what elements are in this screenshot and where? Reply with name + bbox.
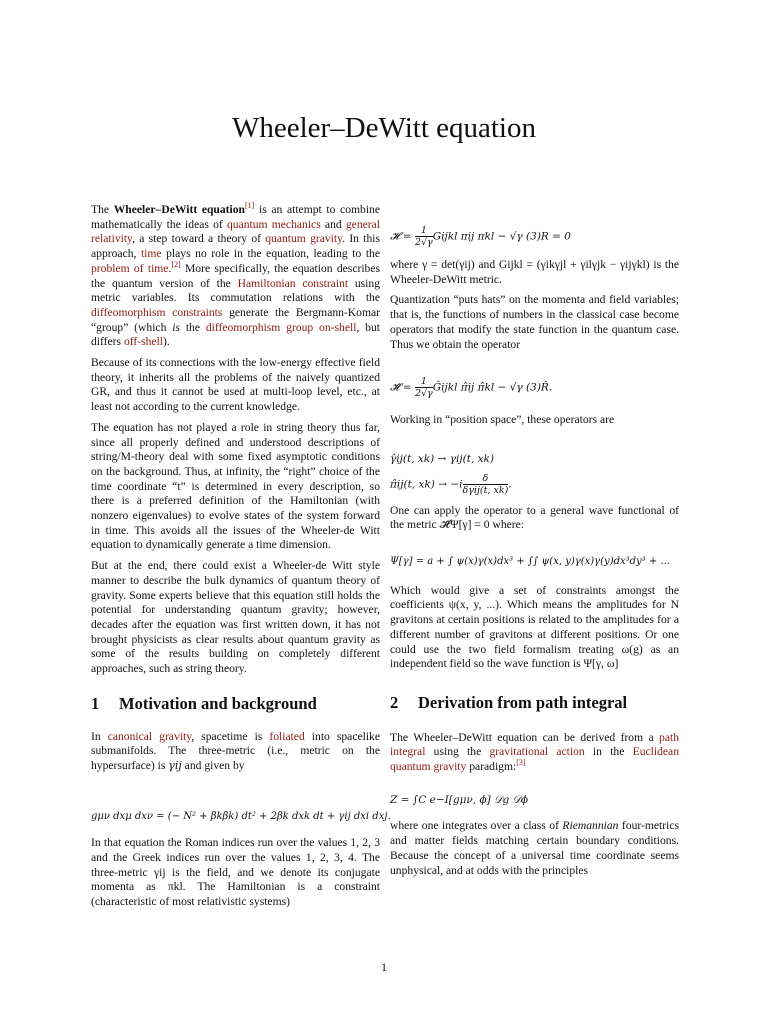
intro-text: . (168, 261, 172, 275)
operator-equation (390, 376, 679, 399)
wave-functional-equation: Ψ[γ] = a + ∫ ψ(x)γ(x)dx³ + ∫∫ ψ(x, y)γ(x)γ(y)dx³dy³ + ... (390, 556, 670, 568)
link-hamiltonian-constraint[interactable]: Hamiltonian constraint (237, 276, 349, 290)
math-gamma-ij: γij (168, 758, 182, 772)
fraction (463, 473, 509, 496)
position-operator-gamma: γ̂ij(t, xk) → γij(t, xk) (390, 452, 494, 465)
body-text: where one integrates over a class of (390, 819, 563, 833)
section-heading-motivation (91, 693, 380, 713)
eq-part: 𝓗 = (390, 230, 415, 243)
section-heading-path-integral (390, 692, 679, 712)
link-quantum-mechanics[interactable]: quantum mechanics (226, 217, 321, 231)
citation-link[interactable]: [2] (171, 259, 181, 269)
link-foliated[interactable]: foliated (269, 729, 305, 743)
fraction-numerator: δ (463, 473, 509, 485)
intro-text: The (91, 203, 114, 216)
eq-part: π̂ij(t, xk) → −i (390, 478, 463, 491)
paragraph-bulk-dynamics: But at the end, there could exist a Wheeler-de Witt style manner to describe the bulk dynamics of quantum theory of gravity. Some experts believe that this equation still holds the potential for understanding quantum gravity; however, decades after the equation was first written down, it has not brought physicists as clear results about quantum gravity as some of the results building on completely different approaches, such as string theory. (91, 559, 380, 676)
section-title: Derivation from path integral (418, 692, 628, 712)
fraction-denominator: δγij(t, xk) (462, 484, 509, 496)
hamiltonian-equation (390, 225, 679, 248)
link-diffeomorphism-group[interactable]: diffeomorphism group on-shell (205, 320, 357, 334)
intro-bold-term: Wheeler–DeWitt equation (113, 203, 245, 216)
intro-text: . In this approach, (91, 232, 380, 261)
fraction-denominator: 2√γ (414, 237, 433, 248)
fraction (415, 225, 433, 248)
body-text: The Wheeler–DeWitt equation can be derived from a (390, 730, 660, 744)
link-path-integral[interactable]: path integral (390, 730, 679, 759)
paragraph-indices: In that equation the Roman indices run over the values 1, 2, 3 and the Greek indices run over the values 1, 2, 3, 4. The three-metric γij is the field, and we denote its conjugate momenta as πkl. The Hamiltonian is a constraint (characteristic of most relativistic systems) (91, 836, 380, 909)
intro-text: using metric variables. Its commutation relations with the (91, 276, 381, 305)
body-text: four-metrics and matter fields matching certain boundary conditions. Because the concept of a universal time coordinate seems unphysical, and at odds with the principles (390, 819, 680, 877)
link-time[interactable]: time (140, 247, 162, 261)
body-text: paradigm: (466, 760, 517, 774)
link-diffeomorphism-constraints[interactable]: diffeomorphism constraints (91, 305, 223, 319)
link-canonical-gravity[interactable]: canonical gravity (107, 729, 192, 743)
eq-part: Ĝijkl π̂ij π̂kl − √γ (3)R̂. (432, 381, 553, 394)
body-text: using the (425, 745, 490, 759)
intro-text: the (179, 320, 206, 334)
section-title: Motivation and background (119, 693, 317, 713)
link-problem-of-time[interactable]: problem of time (91, 261, 169, 275)
body-text: in the (584, 745, 633, 759)
page-title: Wheeler–DeWitt equation (231, 112, 536, 144)
left-column (91, 201, 391, 916)
paragraph-riemannian (390, 819, 679, 878)
body-text: into spacelike submanifolds. The three-metric (i.e., metric on the hypersurface) is (91, 729, 381, 772)
paragraph-constraints: Which would give a set of constraints amongst the coefficients ψ(x, y, ...). Which means the amplitudes for N gravitons at certain positions is related to the amplitudes for a different number of gravitons at different positions. Or one could use the two field formalism treating ω(g) as an independent field so the wave function is Ψ[γ, ω] (390, 583, 679, 671)
body-text: In (91, 729, 108, 743)
position-operator-pi: π̂ij(t, xk) → −i $\frac{\delta}{\text{δγij(t, xk)}}$ . (390, 472, 512, 496)
citation-link[interactable]: [3] (516, 758, 526, 768)
section-number: 2 (390, 692, 399, 712)
partition-function-equation: Z = ∫C e−I[gμν, ϕ] 𝒟g 𝒟ϕ (390, 793, 529, 806)
paragraph-wdw-metric: where γ = det(γij) and Gijkl = (γikγjl + γilγjk − γijγkl) is the Wheeler-DeWitt metric. (390, 258, 679, 286)
intro-text: More specifically, the equation describes the quantum version of the (91, 261, 381, 290)
intro-text: is an attempt to combine mathematically the ideas of (91, 203, 380, 231)
paragraph-position-space: Working in “position space”, these operators are (390, 413, 615, 427)
link-off-shell[interactable]: off-shell (123, 335, 164, 349)
citation-link[interactable]: [1] (245, 201, 255, 211)
body-text: , spacetime is (191, 729, 270, 743)
paragraph-canonical-gravity (91, 730, 380, 774)
link-quantum-gravity[interactable]: quantum gravity (265, 232, 343, 246)
intro-text: , a step toward a theory of (132, 232, 266, 246)
page-number: 1 (381, 960, 387, 974)
link-general-relativity[interactable]: general relativity (91, 217, 380, 246)
paragraph-effective-theory: Because of its connections with the low-energy effective field theory, it inherits all the problems of the naively quantized GR, and thus it cannot be used at multi-loop level, etc., at least not according to the current knowledge. (91, 356, 380, 414)
paragraph-string-theory: The equation has not played a role in string theory thus far, since all properly defined and understood descriptions of string/M-theory deal with some fixed asymptotic conditions on the background. Thus, at infinity, the “right” choice of the time coordinate “t” is determined in every description, so there is a preferred definition of the Hamiltonian (with nonzero eigenvalues) to evolve states of the system forward in time. This avoids all the issues of the Wheeler-de Witt equation to dynamically generate a time dimension. (91, 420, 380, 552)
fraction-numerator: 1 (415, 225, 433, 237)
paragraph-quantization: Quantization “puts hats” on the momenta and field variables; that is, the functions of numbers in the classical case become operators that modify the state function in the quantum case. Thus we obtain the operator (390, 293, 679, 351)
paragraph-wave-functional: One can apply the operator to a general wave functional of the metric 𝓗̂Ψ[γ] = 0 where: (390, 503, 679, 532)
fraction-numerator: 1 (415, 376, 433, 388)
intro-text: and (320, 217, 346, 231)
link-gravitational-action[interactable]: gravitational action (489, 745, 585, 759)
section-number: 1 (91, 693, 100, 713)
intro-text: , but differs (91, 320, 380, 349)
fraction (415, 376, 433, 399)
intro-text: plays no role in the equation, leading to the (161, 247, 380, 261)
fraction-denominator: 2√γ (414, 388, 433, 400)
intro-text: ). (163, 335, 170, 349)
intro-italic: is (172, 320, 180, 334)
metric-equation: gμν dxμ dxν = (− N² + βkβk) dt² + 2βk dxk dt + γij dxi dxj. (91, 810, 391, 822)
intro-paragraph (91, 203, 380, 350)
intro-text: generate the Bergmann-Komar “group” (which (91, 305, 380, 334)
eq-part: 𝓗̂ = (390, 381, 415, 394)
italic-term: Riemannian (562, 819, 619, 833)
paragraph-path-integral (390, 731, 679, 775)
body-text: and given by (181, 758, 245, 772)
eq-part: Gijkl πij πkl − √γ (3)R = 0 (432, 230, 571, 243)
right-column (390, 203, 679, 884)
link-euclidean-quantum-gravity[interactable]: Euclidean quantum gravity (390, 745, 679, 774)
